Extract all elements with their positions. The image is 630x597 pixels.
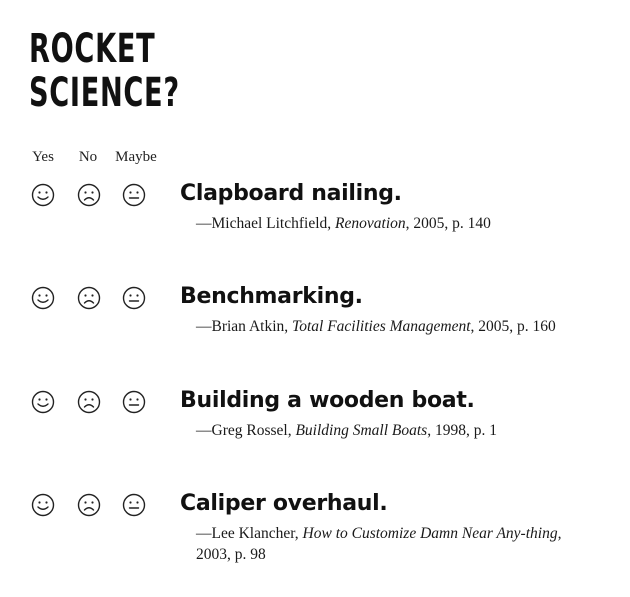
- citation-details: , 2005, p. 140: [405, 215, 491, 232]
- entry-citation: [196, 420, 581, 441]
- neutral-face-icon[interactable]: [122, 183, 146, 207]
- entry-citation: [196, 213, 581, 234]
- neutral-face-icon[interactable]: [122, 390, 146, 414]
- frowning-face-icon[interactable]: [77, 286, 101, 310]
- neutral-face-icon[interactable]: [122, 286, 146, 310]
- page-title-line-1: ROCKET: [29, 26, 156, 72]
- entry-topic: Clapboard nailing.: [180, 181, 402, 206]
- entry-citation: [196, 316, 581, 337]
- citation-details: , 1998, p. 1: [427, 422, 497, 439]
- rating-column-headers: [0, 149, 630, 169]
- citation-work: Total Facilities Management: [292, 318, 471, 335]
- citation-work: Renovation: [335, 215, 406, 232]
- column-header-yes: Yes: [32, 149, 54, 165]
- entry-topic: Caliper overhaul.: [180, 491, 388, 516]
- frowning-face-icon[interactable]: [77, 390, 101, 414]
- frowning-face-icon[interactable]: [77, 183, 101, 207]
- neutral-face-icon[interactable]: [122, 493, 146, 517]
- entry-citation: [196, 523, 581, 565]
- entry-topic: Building a wooden boat.: [180, 388, 475, 413]
- citation-details: , 2005, p. 160: [470, 318, 556, 335]
- citation-author: —Lee Klancher,: [196, 525, 303, 542]
- citation-work: Building Small Boats: [295, 422, 428, 439]
- page-title: [29, 27, 180, 115]
- citation-details: 2003, p. 98: [196, 546, 266, 563]
- citation-author: —Brian Atkin,: [196, 318, 293, 335]
- column-header-no: No: [78, 149, 98, 165]
- entry-topic: Benchmarking.: [180, 284, 363, 309]
- smiley-face-icon[interactable]: [31, 390, 55, 414]
- smiley-face-icon[interactable]: [31, 286, 55, 310]
- smiley-face-icon[interactable]: [31, 183, 55, 207]
- smiley-face-icon[interactable]: [31, 493, 55, 517]
- frowning-face-icon[interactable]: [77, 493, 101, 517]
- column-header-maybe: Maybe: [115, 149, 157, 165]
- citation-author: —Michael Litchfield,: [196, 215, 336, 232]
- citation-work: How to Customize Damn Near Any-thing,: [302, 525, 562, 542]
- citation-author: —Greg Rossel,: [196, 422, 296, 439]
- page-title-line-2: SCIENCE?: [29, 70, 180, 116]
